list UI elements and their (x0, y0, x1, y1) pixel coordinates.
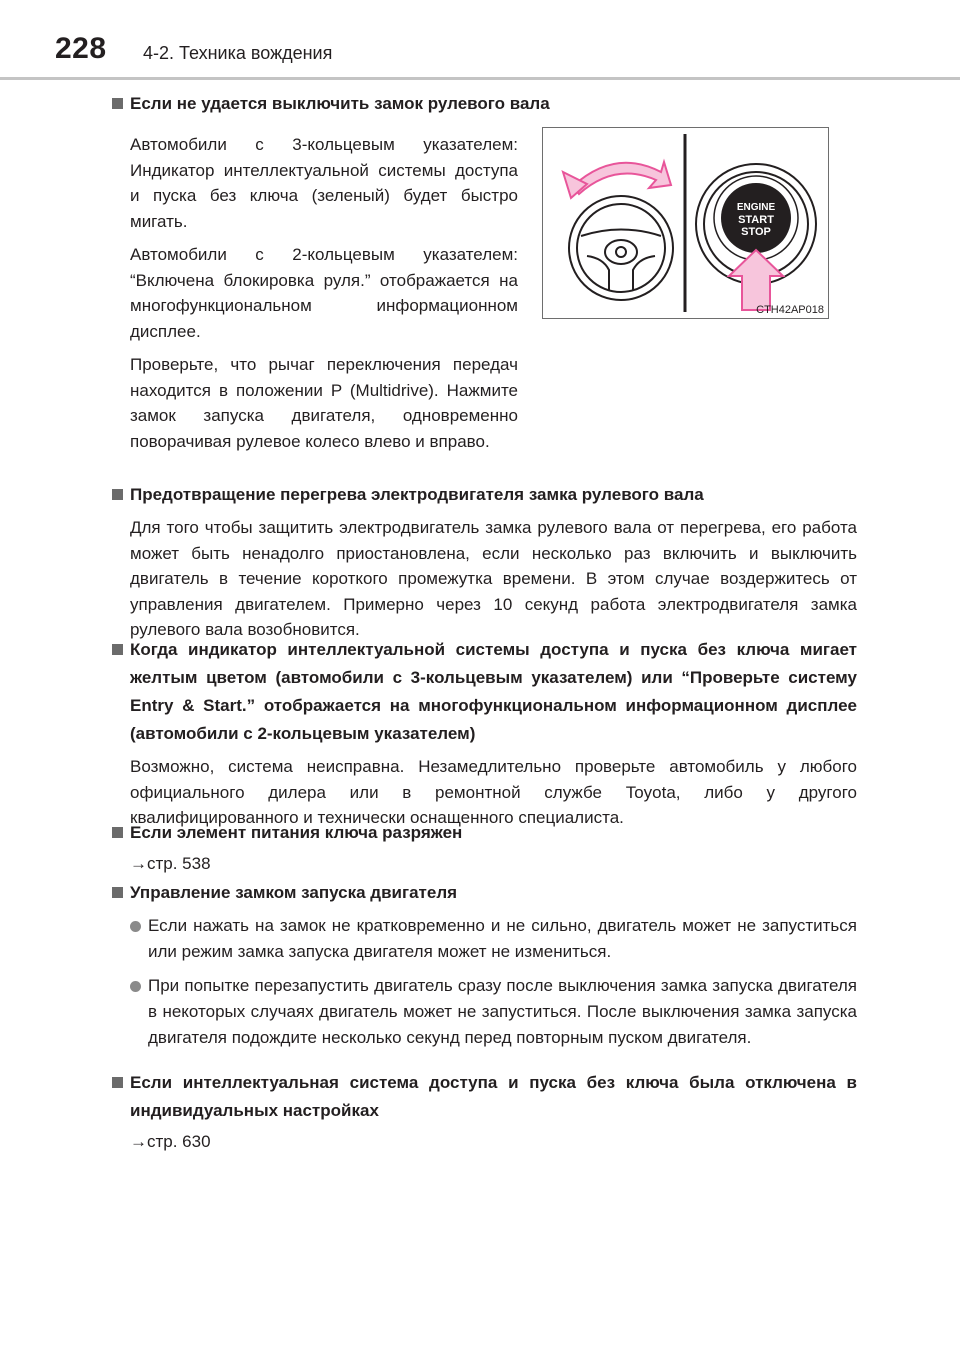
square-bullet-icon (112, 644, 123, 655)
section-heading (112, 819, 857, 847)
section-heading (112, 636, 857, 748)
rotate-arrow-icon (573, 162, 671, 194)
section-heading-text: Если интеллектуальная система доступа и пуска без ключа была отключена в индивидуальных настройках (130, 1073, 857, 1120)
paragraph: Для того чтобы защитить электродвигатель замка рулевого вала от перегрева, его работа может быть ненадолго приостановлена, если несколько раз включить и выключить двигатель в течение короткого промежутка времени. В этом случае воздержитесь от управления двигателем. Примерно через 10 секунд работа электродвигателя замка рулевого вала возобновится. (130, 518, 857, 639)
figure-code: CTH42AP018 (756, 304, 824, 316)
svg-text:START: START (738, 214, 774, 226)
section-heading (112, 879, 857, 907)
section-heading-text: Предотвращение перегрева электродвигателя замка рулевого вала (130, 485, 704, 504)
section-indicator-flashing (112, 636, 857, 831)
round-bullet-icon (130, 981, 141, 992)
section-heading-text: Если элемент питания ключа разряжен (130, 823, 463, 842)
svg-text:STOP: STOP (741, 226, 771, 238)
steering-wheel-icon (569, 196, 673, 300)
bullet-item (130, 973, 857, 1051)
section-heading-text: Когда индикатор интеллектуальной системы доступа и пуска без ключа мигает желтым цветом (автомобили с 3-кольцевым указателем) или “Проверьте систему Entry & Start.” отображается на многофункциональном информационном дисплее (автомобили с 2-кольцевым указателем) (130, 640, 857, 743)
bullet-item (130, 913, 857, 965)
section-key-battery (112, 819, 857, 877)
section-heading-text: Если не удается выключить замок рулевого вала (130, 94, 550, 113)
section-start-switch-operation (112, 879, 857, 1051)
square-bullet-icon (112, 1077, 123, 1088)
section-heading (112, 1069, 857, 1125)
rotate-arrow-left-head (563, 172, 587, 198)
paragraph: Автомобили с 3-кольцевым указателем: Индикатор интеллектуальной системы доступа и пуска без ключа (зеленый) будет быстро мигать. (130, 135, 518, 231)
section-system-disabled (112, 1069, 857, 1155)
header-divider (0, 77, 960, 80)
chapter-title: 4-2. Техника вождения (143, 43, 333, 63)
square-bullet-icon (112, 98, 123, 109)
section-heading (112, 90, 857, 118)
paragraph: Возможно, система неисправна. Незамедлительно проверьте автомобиль у любого официального дилера или в ремонтной службе Toyota, либо у другого квалифицированного и технически оснащенного специалиста. (130, 757, 857, 827)
page-reference-link[interactable]: →стр. 538 (130, 854, 211, 873)
page-reference-link[interactable]: →стр. 630 (130, 1132, 211, 1151)
illustration-steering-and-start-button (542, 127, 829, 319)
paragraph: Автомобили с 2-кольцевым указателем: “Включена блокировка руля.” отображается на многофункциональном информационном дисплее. (130, 245, 518, 341)
section-overheat (112, 481, 857, 643)
section-heading (112, 481, 857, 509)
square-bullet-icon (112, 887, 123, 898)
square-bullet-icon (112, 827, 123, 838)
bullet-text: При попытке перезапустить двигатель сразу после выключения замка запуска двигателя в некоторых случаях двигатель может не запуститься. После выключения замка запуска двигателя подождите несколько секунд перед повторным пуском двигателя. (148, 976, 857, 1047)
square-bullet-icon (112, 489, 123, 500)
section-heading-text: Управление замком запуска двигателя (130, 883, 458, 902)
paragraph: Проверьте, что рычаг переключения передач находится в положении P (Multidrive). Нажмите замок запуска двигателя, одновременно поворачивая рулевое колесо влево и вправо. (130, 355, 518, 451)
page-header (0, 0, 960, 80)
bullet-text: Если нажать на замок не кратковременно и не сильно, двигатель может не запуститься или режим замка запуска двигателя может не измениться. (148, 916, 857, 961)
round-bullet-icon (130, 921, 141, 932)
page-number: 228 (55, 32, 107, 65)
svg-text:ENGINE: ENGINE (736, 202, 776, 213)
illustration-svg (543, 128, 828, 318)
